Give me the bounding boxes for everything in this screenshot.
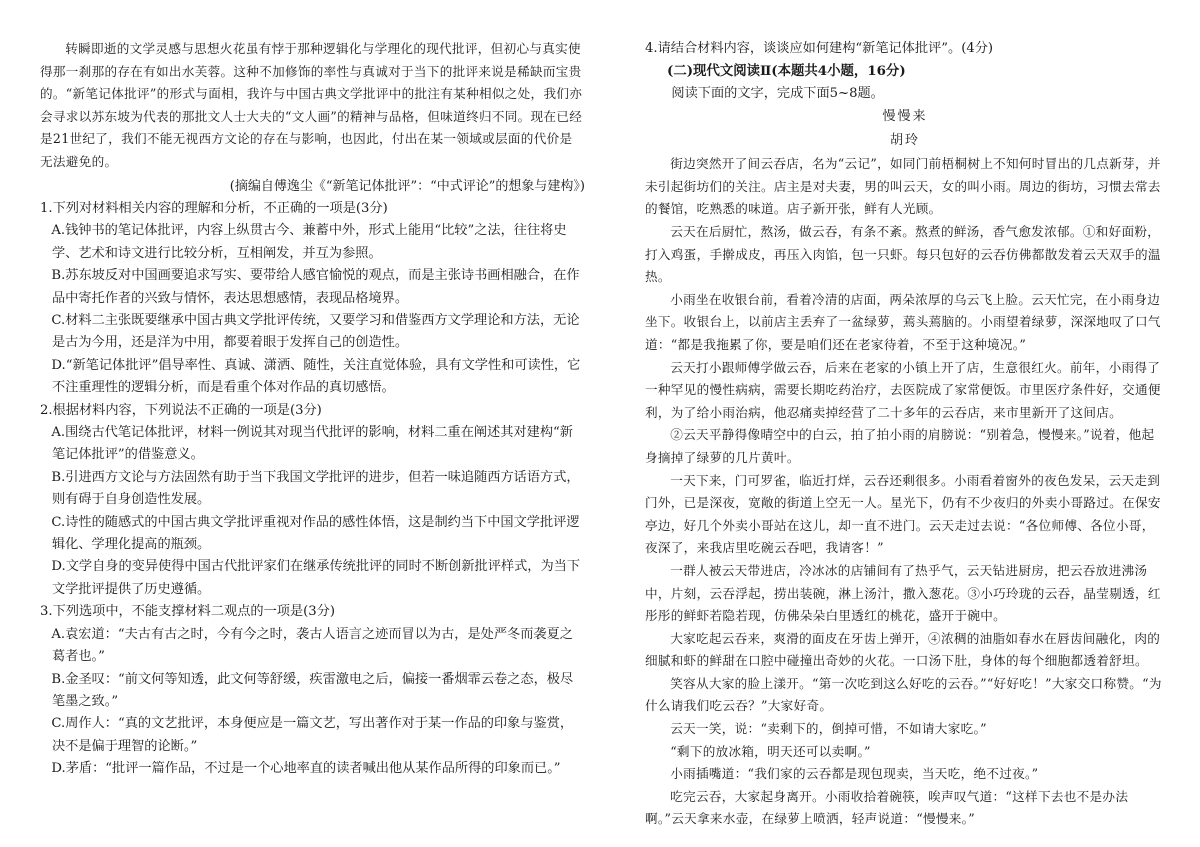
option-d: D.茅盾：“批评一篇作品，不过是一个心地率直的读者喊出他从某作品所得的印象而已。” (51, 761, 561, 777)
question-stem: 3.下列选项中，不能支撑材料二观点的一项是(3分) (40, 604, 336, 620)
story-paragraph: 云天打小跟师傅学做云吞，后来在老家的小镇上开了店，生意很红火。前年，小雨得了一种罕见的慢性病病，需要长期吃药治疗，去医院成了家常便饭。市里医疗条件好，交通便利，为了给小雨治病，他忍痛卖掉经营了二十多年的云吞店，来市里新开了这间店。 (645, 359, 1161, 420)
story-paragraph: 云天在后厨忙，熬汤，做云吞，有条不紊。熬煮的鲜汤，香气愈发浓郁。①和好面粉，打入鸡蛋，手擀成皮，再压入肉馅，包一只虾。每只包好的云吞仿佛都散发着云天双手的温热。 (645, 224, 1161, 285)
story-paragraph: 小雨坐在收银台前，看着冷清的店面，两朵浓厚的乌云飞上脸。云天忙完，在小雨身边坐下。收银台上，以前店主丢弃了一盆绿萝，蔫头蔫脑的。小雨望着绿萝，深深地叹了口气道：“都是我拖累了你，要是咱们还在老家待着，不至于这种境况。” (645, 291, 1161, 352)
reading-instruction: 阅读下面的文字，完成下面5~8题。 (671, 85, 884, 101)
question-2 (40, 400, 585, 602)
option-b: B.苏东坡反对中国画要追求写实、要带给人感官愉悦的观点，而是主张诗书画相融合，在作品中寄托作者的兴致与情怀，表达思想感情，表现品格境界。 (51, 268, 580, 306)
question-1 (40, 198, 585, 400)
story-paragraph: 街边突然开了间云吞店，名为“云记”，如同门前梧桐树上不知何时冒出的几点新芽，并未引起街坊们的关注。店主是对夫妻，男的叫云天，女的叫小雨。周边的街坊，习惯去常去的餐馆，吃熟悉的味道。店子新开张，鲜有人光顾。 (645, 156, 1161, 217)
option-d: D.“新笔记体批评”倡导率性、真诚、潇洒、随性，关注直觉体验，具有文学性和可读性，它不注重理性的逻辑分析，而是看重个体对作品的真切感悟。 (51, 357, 581, 396)
story-paragraph: 笑容从大家的脸上漾开。“第一次吃到这么好吃的云吞。”“好好吃！”大家交口称赞。“为什么请我们吃云吞？”大家好奇。 (645, 675, 1162, 714)
story-author: 胡玲 (889, 133, 920, 149)
option-a: A.钱钟书的笔记体批评，内容上纵贯古今、兼蓄中外，形式上能用“比较”之法，往往将史学、艺术和诗文进行比较分析，互相阐发，并互为参照。 (51, 223, 567, 261)
story-paragraph: 一群人被云天带进店，冷冰冰的店铺间有了热乎气，云天钻进厨房，把云吞放进沸汤中，片刻，云吞浮起，捞出装碗，淋上汤汁，撒入葱花。③小巧玲珑的云吞，晶莹剔透，红彤彤的鲜虾若隐若现，仿佛朵朵白里透红的桃花，盛开于碗中。 (645, 562, 1161, 624)
right-column (645, 38, 1165, 831)
story-paragraph: “剩下的放冰箱，明天还可以卖啊。” (670, 743, 871, 759)
option-b: B.金圣叹：“前文何等知透，此文何等舒缓，疾雷激电之后，偏接一番烟霏云卷之态，极尽笔墨之致。” (51, 671, 574, 709)
story-paragraph: 小雨插嘴道：“我们家的云吞都是现包现卖，当天吃，绝不过夜。” (670, 766, 1039, 782)
story-paragraph: 一天下来，门可罗雀，临近打烊，云吞还剩很多。小雨看着窗外的夜色发呆，云天走到门外，已是深夜，宽敞的街道上空无一人。星光下，仍有不少夜归的外卖小哥路过。在保安亭边，好几个外卖小哥站在这儿，却一直不进门。云天走过去说：“各位师傅、各位小哥，夜深了，来我店里吃碗云吞吧，我请客！” (645, 472, 1161, 556)
section-heading: (二)现代文阅读Ⅱ(本题共4小题，16分) (667, 63, 906, 80)
question-stem: 2.根据材料内容，下列说法不正确的一项是(3分) (40, 402, 322, 418)
story-paragraph: ②云天平静得像晴空中的白云，拍了拍小雨的肩膀说：“别着急，慢慢来。”说着，他起身摘掉了绿萝的几片黄叶。 (645, 427, 1155, 465)
story-paragraph: 云天一笑，说：“卖剩下的，倒掉可惜，不如请大家吃。” (670, 721, 987, 737)
story-paragraph: 吃完云吞，大家起身离开。小雨收拾着碗筷，唉声叹气道：“这样下去也不是办法啊。”云天拿来水壶，在绿萝上喷洒，轻声说道：“慢慢来。” (645, 788, 1129, 827)
left-column (40, 38, 585, 781)
story-paragraph: 大家吃起云吞来，爽滑的面皮在牙齿上弹开，④浓稠的油脂如春水在唇齿间融化，肉的细腻和虾的鲜甜在口腔中碰撞出奇妙的火花。一口汤下肚，身体的每个细胞都透着舒坦。 (645, 630, 1161, 669)
option-a: A.袁宏道：“夫古有古之时，今有今之时，袭古人语言之迹而冒以为古，是处严冬而袭夏之葛者也。” (51, 626, 573, 665)
question-stem: 1.下列对材料相关内容的理解和分析，不正确的一项是(3分) (40, 200, 388, 216)
story-title: 慢慢来 (882, 109, 928, 125)
passage-paragraph: 转瞬即逝的文学灵感与思想火花虽有悖于那种逻辑化与学理化的现代批评，但初心与真实使得那一刹那的存在有如出水芙蓉。这种不加修饰的率性与真诚对于当下的批评来说是稀缺而宝贵的。“新笔记体批评”的形式与面相，我许与中国古典文学批评中的批注有某种相似之处，我们亦会寻求以苏东坡为代表的那批文人士大夫的“文人画”的精神与品格，但味道终归不同。现在已经是21世纪了，我们不能无视西方文论的存在与影响，也因此，付出在某一领域或层面的代价是无法避免的。 (40, 41, 583, 169)
option-c: C.材料二主张既要继承中国古典文学批评传统，又要学习和借鉴西方文学理论和方法，无论是古为今用，还是洋为中用，都要着眼于发挥自己的创造性。 (51, 313, 580, 351)
option-c: C.周作人：“真的文艺批评，本身便应是一篇文艺，写出著作对于某一作品的印象与鉴赏，决不是偏于理智的论断。” (51, 716, 574, 754)
option-c: C.诗性的随感式的中国古典文学批评重视对作品的感性体悟，这是制约当下中国文学批评逻辑化、学理化提高的瓶颈。 (51, 514, 580, 553)
citation: (摘编自傅逸尘《“新笔记体批评”：“中式评论”的想象与建构》) (229, 178, 585, 194)
question-3 (40, 601, 585, 780)
option-a: A.围绕古代笔记体批评，材料一例说其对现当代批评的影响，材料二重在阐述其对建构“新笔记体批评”的借鉴意义。 (51, 425, 573, 463)
option-b: B.引进西方文论与方法固然有助于当下我国文学批评的进步，但若一味追随西方话语方式，则有碍于自身创造性发展。 (51, 469, 580, 508)
question-4: 4.请结合材料内容，谈谈应如何建构“新笔记体批评”。(4分) (645, 41, 994, 56)
option-d: D.文学自身的变异使得中国古代批评家们在继承传统批评的同时不断创新批评样式，为当下文学批评提供了历史遵循。 (51, 559, 581, 597)
